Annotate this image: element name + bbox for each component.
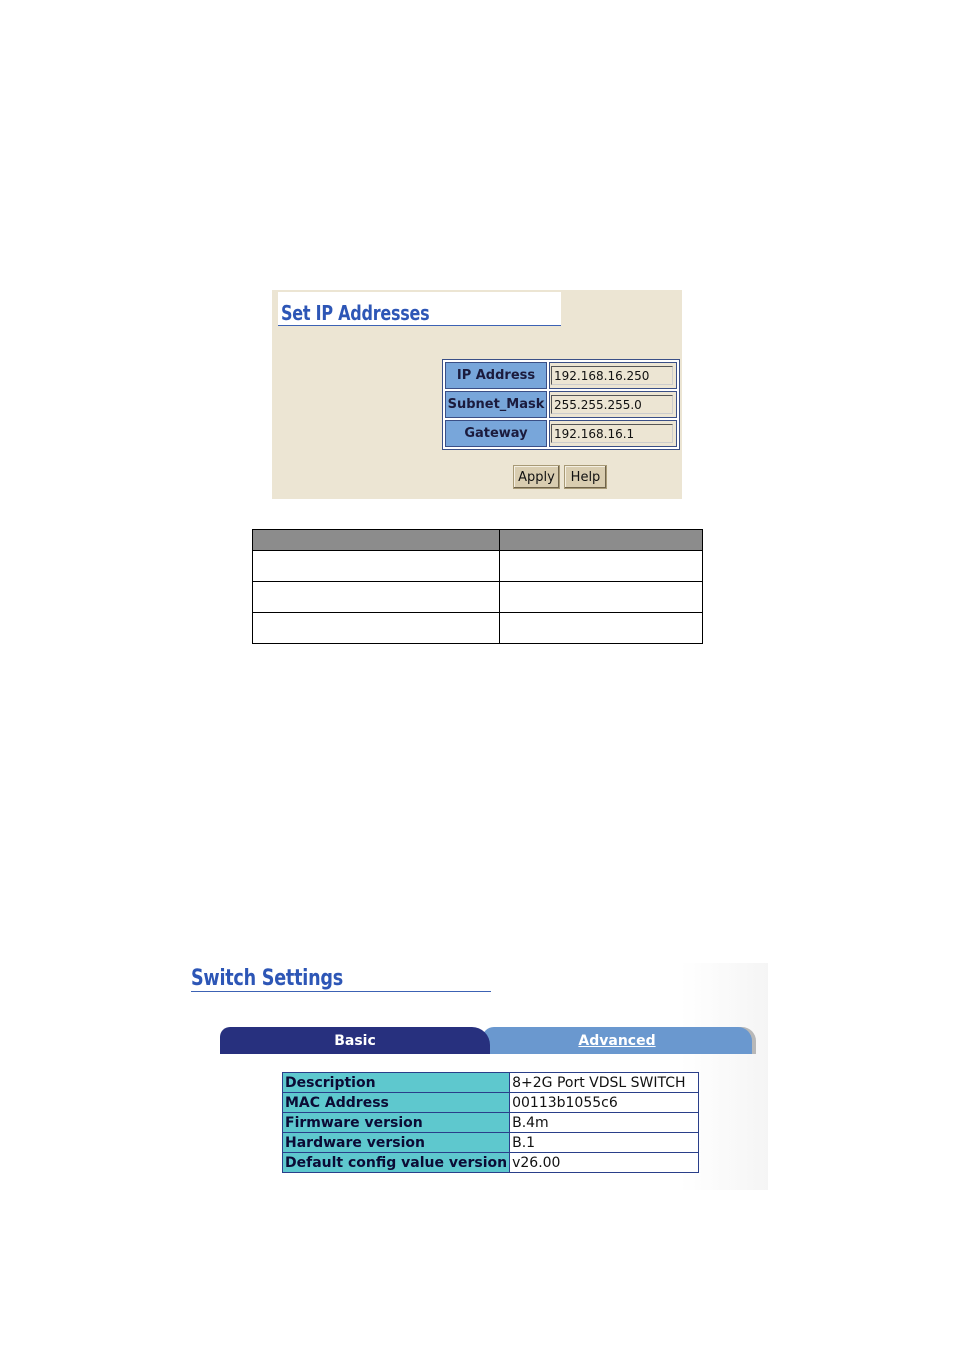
config-version-label: Default config value version [283,1153,510,1173]
blank-cell [500,551,703,582]
table-row [283,1093,699,1113]
help-button[interactable]: Help [564,465,607,489]
gateway-cell [549,420,677,447]
hardware-version-label: Hardware version [283,1133,510,1153]
subnet-mask-input[interactable] [551,395,673,414]
ip-address-input[interactable] [551,366,673,385]
apply-button[interactable]: Apply [513,465,560,489]
blank-table [252,529,703,644]
set-ip-panel [272,290,682,499]
blank-table-row [253,613,703,644]
table-row [283,1133,699,1153]
config-version-value: v26.00 [510,1153,699,1173]
table-row [283,1113,699,1133]
blank-header-cell [500,530,703,551]
subnet-mask-row [445,391,677,418]
hardware-version-value: B.1 [510,1133,699,1153]
ip-settings-table [442,359,680,450]
description-value: 8+2G Port VDSL SWITCH [510,1073,699,1093]
blank-header-cell [253,530,500,551]
firmware-version-value: B.4m [510,1113,699,1133]
blank-cell [253,613,500,644]
blank-cell [253,582,500,613]
ip-title-box [278,292,561,326]
switch-title-box [191,967,491,992]
firmware-version-label: Firmware version [283,1113,510,1133]
blank-table-row [253,551,703,582]
ip-address-cell [549,362,677,389]
blank-cell [500,582,703,613]
switch-settings-panel [183,963,768,1190]
gateway-label: Gateway [445,420,547,447]
blank-table-row [253,582,703,613]
blank-table-header [253,530,703,551]
switch-info-table [282,1072,699,1173]
ip-address-row [445,362,677,389]
mac-address-label: MAC Address [283,1093,510,1113]
page-title: Set IP Addresses [281,301,430,325]
subnet-mask-label: Subnet_Mask [445,391,547,418]
tab-advanced[interactable]: Advanced [482,1027,752,1054]
table-row [283,1153,699,1173]
table-row [283,1073,699,1093]
tab-basic[interactable]: Basic [220,1027,490,1054]
blank-cell [253,551,500,582]
blank-cell [500,613,703,644]
tab-bar [220,1027,760,1054]
gateway-row [445,420,677,447]
subnet-mask-cell [549,391,677,418]
description-label: Description [283,1073,510,1093]
ip-address-label: IP Address [445,362,547,389]
mac-address-value: 00113b1055c6 [510,1093,699,1113]
switch-settings-title: Switch Settings [191,966,343,991]
gateway-input[interactable] [551,424,673,443]
